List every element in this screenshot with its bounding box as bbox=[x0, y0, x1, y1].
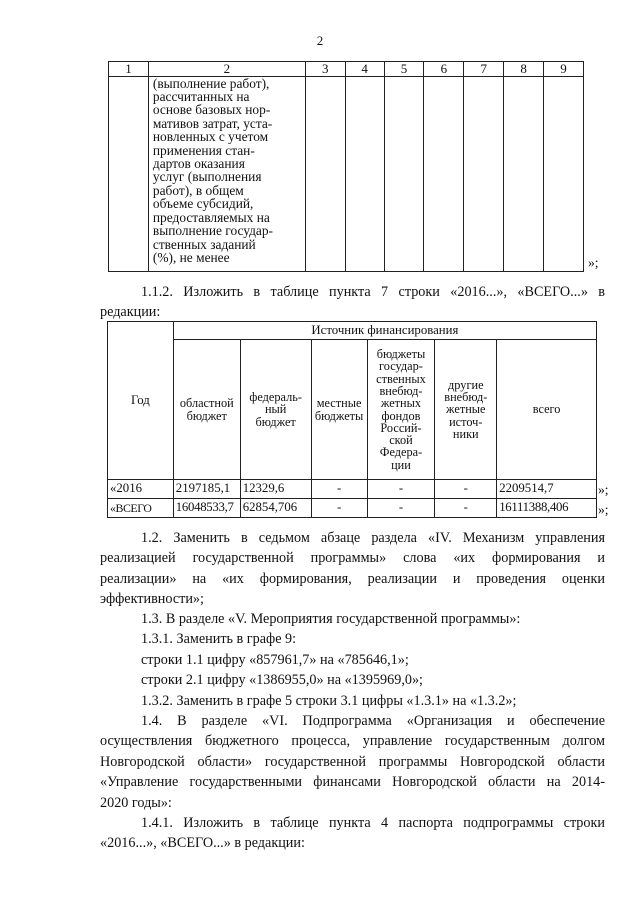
table-row bbox=[108, 499, 597, 518]
table-header-row bbox=[108, 322, 597, 340]
paragraph-1-2: 1.2. Заменить в седьмом абзаце раздела «IV. Механизм управления реализацией государственной программы» слова «их формирования и реализации» на «их формирования, реализации и проведения оценки эффективности»; bbox=[100, 530, 605, 608]
col-header-federal: федераль- ный бюджет bbox=[240, 340, 311, 480]
cell-value: 16111388,406 bbox=[497, 499, 597, 518]
cell-value: 16048533,7 bbox=[173, 499, 240, 518]
col-header-regional: областной бюджет bbox=[173, 340, 240, 480]
col-header: 9 bbox=[544, 62, 584, 77]
col-header: 3 bbox=[305, 62, 345, 77]
col-header: 5 bbox=[384, 62, 424, 77]
col-header: 1 bbox=[109, 62, 149, 77]
row-total-closing: »; bbox=[598, 502, 609, 517]
indicator-description-cell: (выполнение работ), рассчитанных на основе базовых нор- мативов затрат, уста- новленных с учетом применения стан- дартов оказания услуг (выполнения работ), в общем объеме субсидий, предоставляемых на выполнение государ- ственных заданий (%), не менее bbox=[148, 76, 305, 271]
financing-table bbox=[107, 321, 597, 518]
col-header: 2 bbox=[148, 62, 305, 77]
col-header-other: другие внебюд- жетные источ- ники bbox=[435, 340, 497, 480]
table-row bbox=[108, 480, 597, 499]
col-header-local: местные бюджеты bbox=[311, 340, 367, 480]
row-year: «2016 bbox=[108, 480, 174, 499]
cell-value: 2209514,7 bbox=[497, 480, 597, 499]
cell-value: - bbox=[367, 499, 435, 518]
col-header: 4 bbox=[345, 62, 384, 77]
continuation-table bbox=[108, 61, 584, 272]
col-header: 6 bbox=[424, 62, 464, 77]
row-year: «ВСЕГО bbox=[108, 499, 174, 518]
row-2016-closing: »; bbox=[598, 482, 609, 497]
year-header: Год bbox=[108, 322, 174, 480]
table-subheader-row bbox=[108, 340, 597, 480]
cell-value: - bbox=[367, 480, 435, 499]
cell-value: - bbox=[311, 499, 367, 518]
cell-value: 62854,706 bbox=[240, 499, 311, 518]
cell-value: 12329,6 bbox=[240, 480, 311, 499]
table-row bbox=[109, 76, 584, 271]
table-header-row bbox=[109, 62, 584, 77]
table1-closing-quote: »; bbox=[588, 255, 599, 270]
cell-value: 2197185,1 bbox=[173, 480, 240, 499]
paragraph-1-4-1: 1.4.1. Изложить в таблице пункта 4 паспорта подпрограммы строки «2016...», «ВСЕГО...» в редакции: bbox=[100, 815, 605, 852]
paragraph-1-3: 1.3. В разделе «V. Мероприятия государственной программы»: 1.3.1. Заменить в графе 9: строки 1.1 цифру «857961,7» на «785646,1»; строки 2.1 цифру «1386955,0» на «1395969,0»; 1.3.2. Заменить в графе 5 строки 3.1 цифры «1.3.1» на «1.3.2»; bbox=[141, 611, 521, 709]
paragraph-1-1-2: 1.1.2. Изложить в таблице пункта 7 строки «2016...», «ВСЕГО...» в редакции: bbox=[100, 284, 605, 321]
cell-value: - bbox=[435, 480, 497, 499]
cell-value: - bbox=[311, 480, 367, 499]
source-header: Источник финансирования bbox=[173, 322, 596, 340]
cell-value: - bbox=[435, 499, 497, 518]
page-number: 2 bbox=[316, 33, 324, 48]
col-header: 7 bbox=[464, 62, 504, 77]
col-header-extrabudgetary-funds: бюджеты государ- ственных внебюд- жетных фондов Россий- ской Федера- ции bbox=[367, 340, 435, 480]
col-header: 8 bbox=[504, 62, 544, 77]
paragraph-1-4: 1.4. В разделе «VI. Подпрограмма «Организация и обеспечение осуществления бюджетного процесса, управление государственным долгом Новгородской области» государственной программы Новгородской области «Управление государственными финансами Новгородской области на 2014- 2020 годы»: bbox=[100, 713, 605, 811]
col-header-total: всего bbox=[497, 340, 597, 480]
